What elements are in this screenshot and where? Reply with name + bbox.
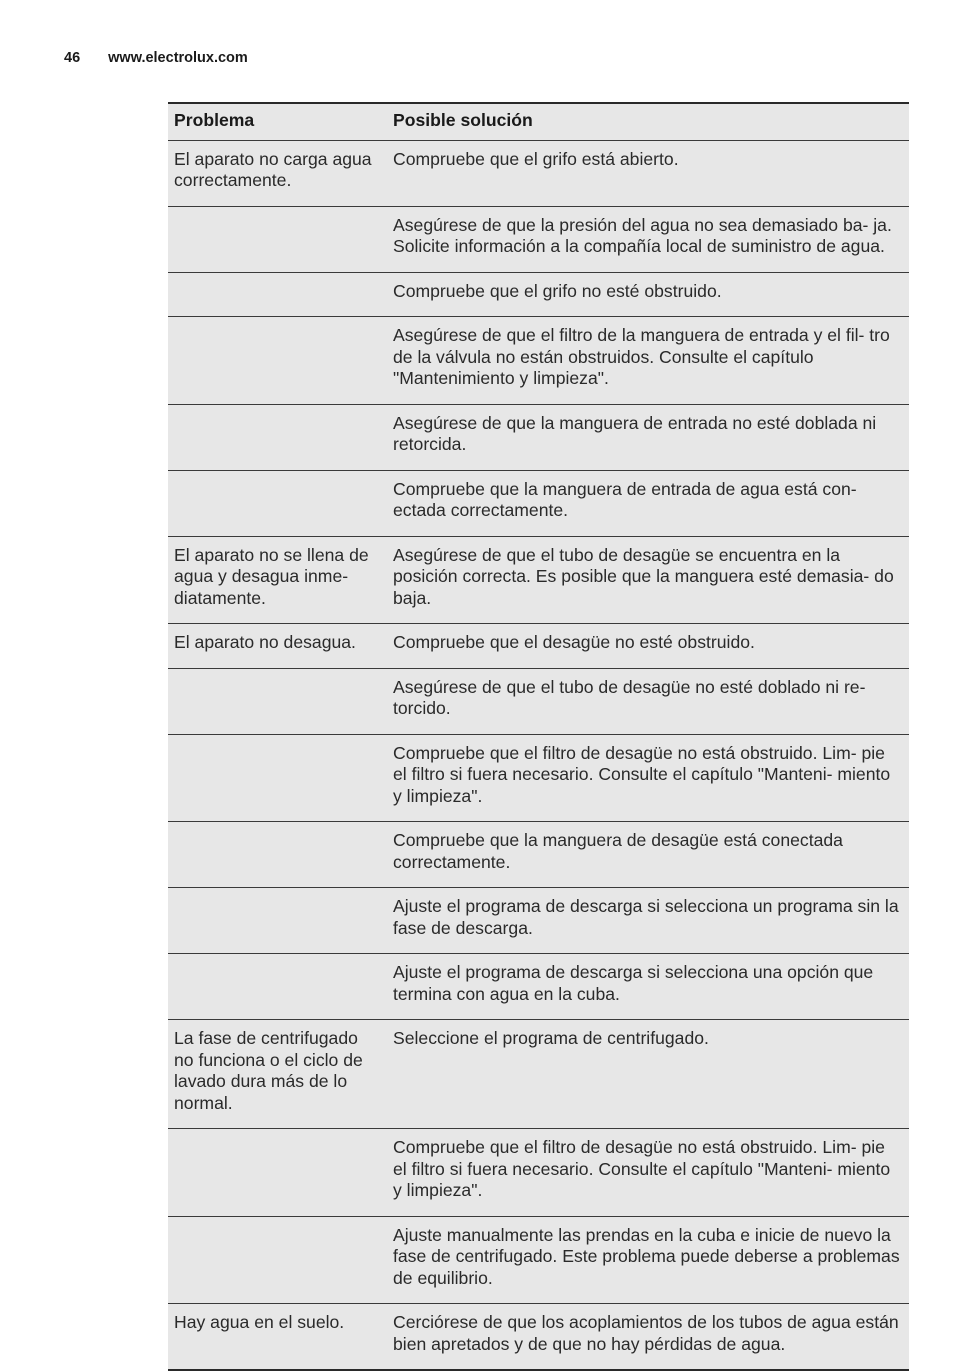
solution-cell: Ajuste el programa de descarga si selecciona un programa sin la fase de descarga. [387, 888, 909, 954]
website-url: www.electrolux.com [108, 50, 248, 66]
table-row [168, 1304, 909, 1371]
solution-cell: Compruebe que el desagüe no esté obstruido. [387, 624, 909, 669]
solution-cell: Compruebe que el grifo no esté obstruido. [387, 272, 909, 317]
problem-cell [168, 734, 387, 822]
table-row [168, 536, 909, 624]
table-row [168, 140, 909, 206]
problem-cell [168, 1216, 387, 1304]
column-header-problem: Problema [168, 103, 387, 140]
problem-cell [168, 822, 387, 888]
table-row [168, 1129, 909, 1217]
problem-cell: El aparato no se llena de agua y desagua inme- diatamente. [168, 536, 387, 624]
problem-cell [168, 668, 387, 734]
solution-cell: Asegúrese de que el filtro de la manguera de entrada y el fil- tro de la válvula no están obstruidos. Consulte el capítulo "Mantenimiento y limpieza". [387, 317, 909, 405]
problem-cell [168, 470, 387, 536]
solution-cell: Asegúrese de que el tubo de desagüe se encuentra en la posición correcta. Es posible que la manguera esté demasia- do baja. [387, 536, 909, 624]
solution-cell: Ajuste el programa de descarga si selecciona una opción que termina con agua en la cuba. [387, 954, 909, 1020]
troubleshooting-table [168, 102, 909, 1371]
problem-cell: La fase de centrifugado no funciona o el ciclo de lavado dura más de lo normal. [168, 1020, 387, 1129]
problem-cell [168, 954, 387, 1020]
problem-cell [168, 272, 387, 317]
solution-cell: Compruebe que el filtro de desagüe no está obstruido. Lim- pie el filtro si fuera necesario. Consulte el capítulo "Manteni- miento y limpieza". [387, 734, 909, 822]
table-row [168, 272, 909, 317]
page-header [64, 50, 248, 66]
solution-cell: Asegúrese de que el tubo de desagüe no esté doblado ni re- torcido. [387, 668, 909, 734]
table-row [168, 668, 909, 734]
solution-cell: Seleccione el programa de centrifugado. [387, 1020, 909, 1129]
problem-cell: El aparato no desagua. [168, 624, 387, 669]
table-header-row [168, 103, 909, 140]
solution-cell: Compruebe que el filtro de desagüe no está obstruido. Lim- pie el filtro si fuera necesario. Consulte el capítulo "Manteni- miento y limpieza". [387, 1129, 909, 1217]
table-row [168, 822, 909, 888]
page-number: 46 [64, 50, 81, 66]
table-row [168, 624, 909, 669]
solution-cell: Compruebe que la manguera de entrada de agua está con- ectada correctamente. [387, 470, 909, 536]
table-row [168, 206, 909, 272]
table-row [168, 470, 909, 536]
problem-cell [168, 404, 387, 470]
column-header-solution: Posible solución [387, 103, 909, 140]
problem-cell [168, 206, 387, 272]
table-row [168, 734, 909, 822]
table-row [168, 1020, 909, 1129]
solution-cell: Ajuste manualmente las prendas en la cuba e inicie de nuevo la fase de centrifugado. Este problema puede deberse a problemas de equilibrio. [387, 1216, 909, 1304]
table-row [168, 404, 909, 470]
problem-cell [168, 888, 387, 954]
problem-cell [168, 1129, 387, 1217]
table-row [168, 954, 909, 1020]
solution-cell: Cerciórese de que los acoplamientos de los tubos de agua están bien apretados y de que no hay pérdidas de agua. [387, 1304, 909, 1371]
solution-cell: Compruebe que el grifo está abierto. [387, 140, 909, 206]
problem-cell [168, 317, 387, 405]
solution-cell: Asegúrese de que la manguera de entrada no esté doblada ni retorcida. [387, 404, 909, 470]
solution-cell: Compruebe que la manguera de desagüe está conectada correctamente. [387, 822, 909, 888]
table-row [168, 888, 909, 954]
table-row [168, 1216, 909, 1304]
problem-cell: El aparato no carga agua correctamente. [168, 140, 387, 206]
problem-cell: Hay agua en el suelo. [168, 1304, 387, 1371]
table-row [168, 317, 909, 405]
solution-cell: Asegúrese de que la presión del agua no sea demasiado ba- ja. Solicite información a la compañía local de suministro de agua. [387, 206, 909, 272]
